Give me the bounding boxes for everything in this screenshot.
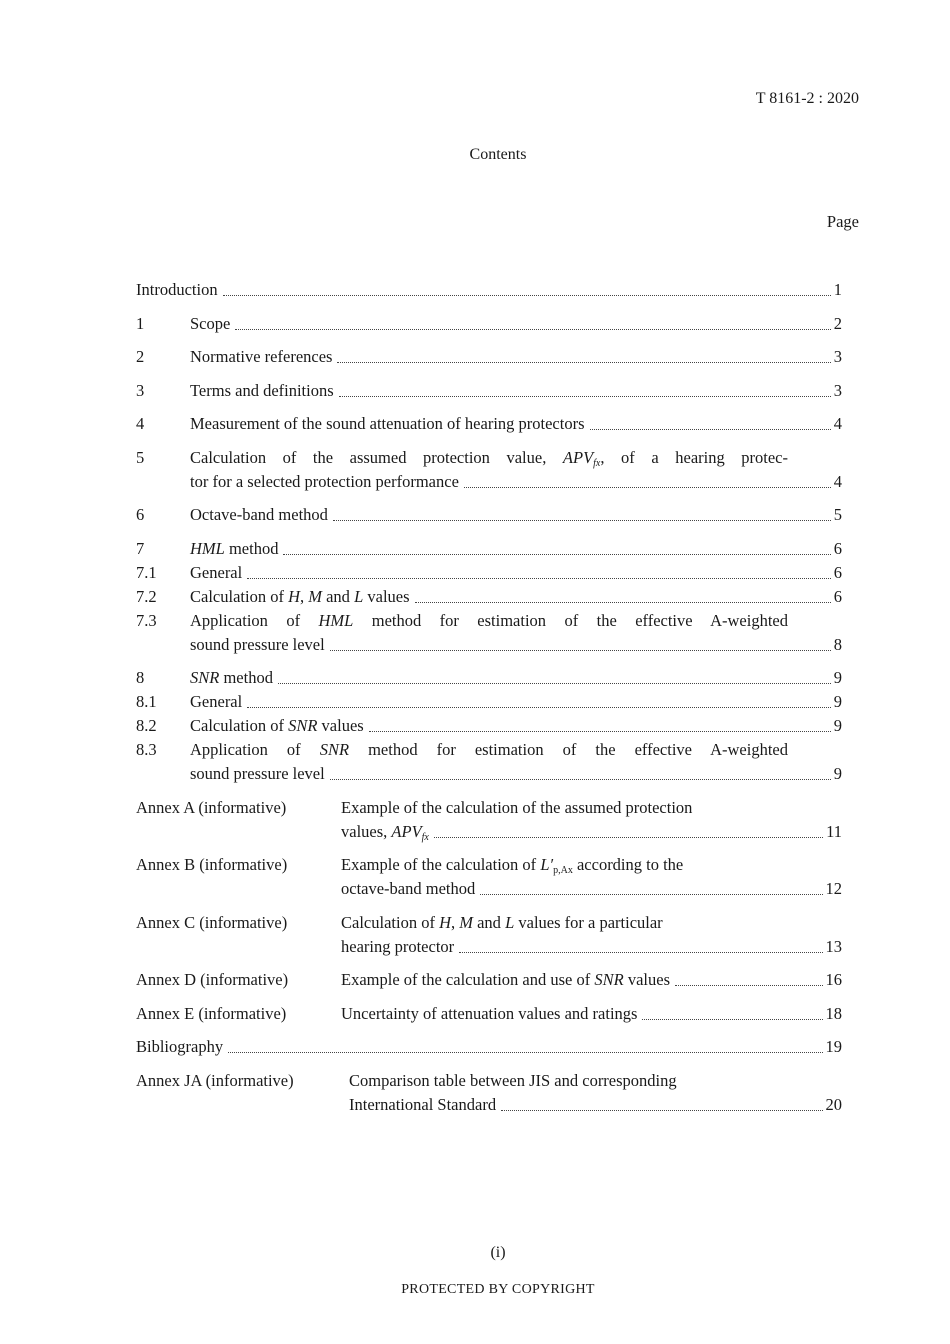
toc-entry-text: Calculation of SNR values: [190, 716, 364, 735]
dot-leader: [339, 396, 831, 397]
toc-entry-text: Normative references: [190, 347, 333, 366]
dot-leader: [642, 1019, 822, 1020]
toc-page-number: 9: [833, 716, 842, 735]
toc-page-number: 13: [825, 936, 842, 956]
toc-page-number: 3: [833, 380, 842, 400]
dot-leader: [501, 1110, 822, 1111]
toc-page-number: 1: [833, 280, 842, 299]
toc-entry-line1: Calculation of the assumed protection value, $APV_{fx}$, of a hearing protec-: [190, 447, 789, 469]
toc-entry-5[interactable]: [136, 446, 842, 494]
toc-page-number: 6: [833, 586, 842, 606]
toc-entry-text: values, $APV_{fx}$: [341, 821, 429, 843]
toc-entry-line1: Comparison table between JIS and corresponding: [349, 1070, 677, 1090]
annex-label: Annex E (informative): [136, 1003, 287, 1023]
toc-page-number: 19: [825, 1037, 842, 1056]
toc-entry-8-1[interactable]: [136, 690, 842, 714]
toc-entry-text: Scope: [190, 313, 231, 333]
section-number: 2: [136, 347, 145, 366]
dot-leader: [330, 779, 831, 780]
toc-entry-text: Example of the calculation and use of SNR values: [341, 970, 670, 989]
toc-entry-text: Measurement of the sound attenuation of hearing protectors: [190, 414, 585, 433]
dot-leader: [459, 952, 822, 953]
section-number: 8.3: [136, 740, 157, 759]
toc-entry-annex-ja[interactable]: [136, 1069, 842, 1117]
dot-leader: [675, 985, 823, 986]
toc-entry-text: Uncertainty of attenuation values and ratings: [341, 1003, 638, 1023]
copyright-notice: PROTECTED BY COPYRIGHT: [401, 1282, 595, 1297]
toc-entry-introduction[interactable]: [136, 278, 842, 302]
toc-page-number: 11: [826, 821, 842, 841]
toc-entry-7-2[interactable]: [136, 585, 842, 609]
toc-entry-annex-a[interactable]: [136, 796, 842, 844]
toc-page-number: 5: [833, 505, 842, 524]
toc-page-number: 18: [825, 1003, 842, 1023]
toc-entry-annex-b[interactable]: [136, 853, 842, 901]
dot-leader: [223, 295, 831, 296]
toc-entry-line1: Application of HML method for estimation of the effective A-weighted: [190, 610, 788, 630]
toc-page-number: 12: [825, 879, 842, 898]
toc-entry-text: hearing protector: [341, 936, 455, 956]
dot-leader: [415, 602, 831, 603]
toc-entry-2[interactable]: [136, 345, 842, 369]
toc-page-number: 4: [833, 471, 842, 491]
toc-entry-text: General: [190, 562, 243, 582]
section-number: 8: [136, 668, 145, 687]
section-number: 6: [136, 505, 145, 524]
toc-entry-4[interactable]: [136, 412, 842, 436]
toc-entry-6[interactable]: [136, 503, 842, 527]
section-number: 7.2: [136, 586, 157, 606]
section-number: 7: [136, 538, 145, 558]
toc-page-number: 9: [833, 764, 842, 783]
section-number: 4: [136, 414, 145, 433]
toc-entry-text: Terms and definitions: [190, 380, 334, 400]
page-column-label: Page: [826, 212, 859, 231]
dot-leader: [333, 520, 831, 521]
toc-entry-3[interactable]: [136, 379, 842, 403]
section-number: 7.1: [136, 562, 157, 582]
table-of-contents: [136, 278, 842, 1117]
toc-entry-text: International Standard: [349, 1094, 497, 1114]
toc-entry-7[interactable]: [136, 537, 842, 561]
toc-entry-annex-e[interactable]: [136, 1002, 842, 1026]
annex-label: Annex D (informative): [136, 970, 289, 989]
toc-entry-text: HML method: [190, 538, 279, 558]
section-number: 8.1: [136, 692, 157, 711]
toc-entry-8[interactable]: [136, 666, 842, 690]
toc-entry-text: General: [190, 692, 243, 711]
toc-page-number: 6: [833, 562, 842, 582]
toc-entry-7-1[interactable]: [136, 561, 842, 585]
toc-entry-text: sound pressure level: [190, 634, 325, 654]
section-number: 8.2: [136, 716, 157, 735]
dot-leader: [369, 731, 831, 732]
toc-entry-annex-c[interactable]: [136, 911, 842, 959]
toc-entry-text: Introduction: [136, 280, 218, 299]
toc-page-number: 6: [833, 538, 842, 558]
section-number: 7.3: [136, 610, 157, 630]
toc-entry-text: Calculation of H, M and L values: [190, 586, 410, 606]
toc-entry-annex-d[interactable]: [136, 968, 842, 992]
dot-leader: [590, 429, 831, 430]
section-number: 1: [136, 313, 145, 333]
dot-leader: [228, 1052, 822, 1053]
toc-page-number: 8: [833, 634, 842, 654]
annex-label: Annex C (informative): [136, 912, 288, 932]
dot-leader: [278, 683, 831, 684]
toc-page-number: 9: [833, 692, 842, 711]
annex-label: Annex B (informative): [136, 855, 288, 874]
toc-entry-line1: Application of SNR method for estimation of the effective A-weighted: [190, 740, 788, 759]
toc-entry-7-3[interactable]: [136, 609, 842, 657]
toc-page-number: 2: [833, 313, 842, 333]
toc-entry-text: octave-band method: [341, 879, 476, 898]
dot-leader: [235, 329, 830, 330]
section-number: 3: [136, 380, 145, 400]
toc-entry-text: Octave-band method: [190, 505, 328, 524]
toc-entry-text: sound pressure level: [190, 764, 325, 783]
toc-entry-line1: Calculation of H, M and L values for a particular: [341, 912, 663, 932]
section-number: 5: [136, 447, 145, 467]
dot-leader: [283, 554, 830, 555]
toc-page-number: 9: [833, 668, 842, 687]
dot-leader: [337, 362, 830, 363]
toc-entry-line1: Example of the calculation of $L'_{p,Ax}$ according to the: [341, 855, 684, 876]
annex-label: Annex JA (informative): [136, 1070, 294, 1090]
toc-entry-8-2[interactable]: [136, 714, 842, 738]
annex-label: Annex A (informative): [136, 797, 287, 817]
dot-leader: [247, 578, 831, 579]
footer-page-number: (i): [490, 1244, 506, 1261]
toc-entry-text: Bibliography: [136, 1037, 224, 1056]
toc-page-number: 16: [825, 970, 842, 989]
toc-entry-8-3[interactable]: [136, 738, 842, 786]
dot-leader: [247, 707, 831, 708]
dot-leader: [480, 894, 822, 895]
toc-page-number: 3: [833, 347, 842, 366]
toc-entry-line1: Example of the calculation of the assumed protection: [341, 797, 693, 817]
dot-leader: [464, 487, 831, 488]
toc-page-number: 20: [825, 1094, 842, 1114]
document-number: T 8161-2 : 2020: [755, 90, 859, 107]
toc-page-number: 4: [833, 414, 842, 433]
toc-entry-1[interactable]: [136, 312, 842, 336]
page-title: Contents: [469, 146, 527, 163]
dot-leader: [330, 650, 831, 651]
toc-entry-text: tor for a selected protection performance: [190, 471, 459, 491]
dot-leader: [434, 837, 823, 838]
toc-entry-bibliography[interactable]: [136, 1035, 842, 1059]
toc-entry-text: SNR method: [190, 668, 273, 687]
